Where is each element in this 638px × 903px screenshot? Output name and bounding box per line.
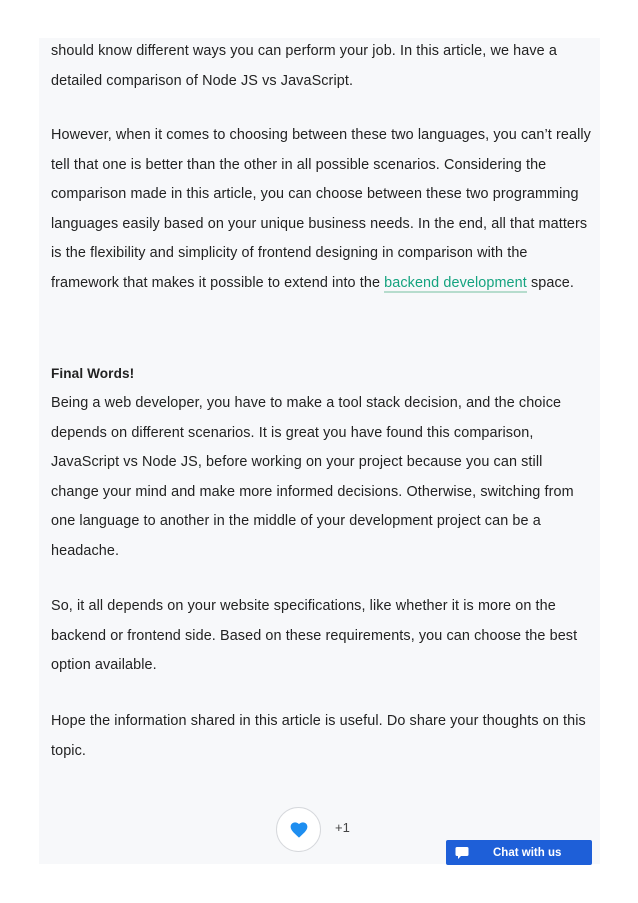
paragraph-text: However, when it comes to choosing between these two languages, you can’t really tell that one is better than the other in all possible scenarios. Considering the comparison made in this article, you can choose between these two programming languages easily based on your unique business needs. In the end, all that matters is the flexibility and simplicity of frontend designing in comparison with the framework that makes it possible to extend into the <box>51 127 591 291</box>
article-paragraph: should know different ways you can perform your job. In this article, we have a detailed comparison of Node JS vs JavaScript. <box>51 43 557 89</box>
chat-with-us-button[interactable] <box>446 840 592 865</box>
chat-label: Chat with us <box>493 846 562 859</box>
chat-bubble-icon <box>455 846 469 860</box>
backend-development-link[interactable]: backend development <box>384 274 527 291</box>
article-paragraph: Hope the information shared in this article is useful. Do share your thoughts on this topic. <box>51 713 586 759</box>
article-paragraph: Being a web developer, you have to make a tool stack decision, and the choice depends on different scenarios. It is great you have found this comparison, JavaScript vs Node JS, before working on your project because you can still change your mind and make more informed decisions. Otherwise, switching from one language to another in the middle of your development project can be a headache. <box>51 395 574 559</box>
heart-icon <box>290 822 308 838</box>
article-paragraph: So, it all depends on your website specifications, like whether it is more on the backend or frontend side. Based on these requirements, you can choose the best option available. <box>51 598 578 674</box>
paragraph-text: space. <box>526 274 574 291</box>
section-heading: Final Words! <box>51 366 135 381</box>
like-button[interactable] <box>276 807 321 852</box>
like-count: +1 <box>335 820 350 835</box>
article-paragraph <box>51 121 591 299</box>
